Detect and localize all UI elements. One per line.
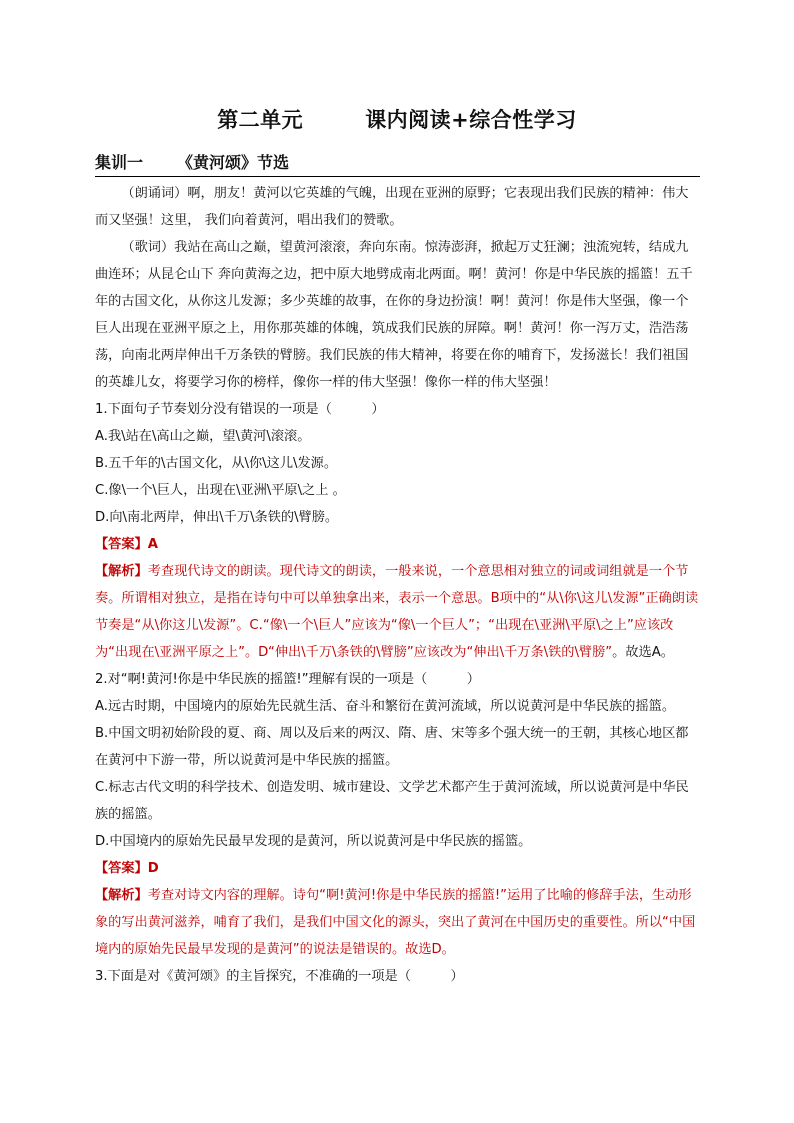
analysis-text: 考查现代诗文的朗读。现代诗文的朗读，一般来说，一个意思相对独立的词或词组就是一个节奏。所谓相对独立，是指在诗句中可以单独拿出来，表示一个意思。B项中的 xyxy=(95,564,689,606)
section-name: 《黄河颂》节选 xyxy=(177,153,290,172)
analysis-text: 生动形象的写出黄河滋养，哺育了我们，是我们中国文化的源头，突出了黄河在中国历史的重要性。所以“中国境内的原始先民最早发现的是黄河”的说法是错误的。故选D。 xyxy=(95,888,696,957)
question-2-option-b: B.中国文明初始阶段的夏、商、周以及后来的两汉、隋、唐、宋等多个强大统一的王朝，其核心地区都在黄河中下游一带，所以说黄河是中华民族的摇篮。 xyxy=(95,726,689,768)
answer-label: 【答案】 xyxy=(95,861,148,876)
section-heading xyxy=(95,150,700,177)
passage-recitation: （朗诵词）啊，朋友！黄河以它英雄的气魄，出现在亚洲的原野；它表现出我们民族的精神：伟大而又坚强！这里， 我们向着黄河，唱出我们的赞歌。 xyxy=(95,186,689,228)
title-unit: 第二单元 xyxy=(217,108,304,132)
question-1-stem: 1.下面句子节奏划分没有错误的一项是（ ） xyxy=(95,402,385,417)
question-1-answer xyxy=(95,531,700,558)
question-2-answer xyxy=(95,855,700,882)
title-topic: 课内阅读+综合性学习 xyxy=(365,108,577,132)
analysis-label: 【解析】 xyxy=(95,564,148,579)
question-2-stem: 2.对“啊!黄河!你是中华民族的摇篮!”理解有误的一项是（ ） xyxy=(95,672,480,687)
document-body xyxy=(95,180,700,990)
section-label: 集训一 xyxy=(95,153,144,172)
answer-value: A xyxy=(147,537,158,552)
question-2-analysis xyxy=(95,882,700,963)
analysis-text: 。故选A。 xyxy=(612,645,674,660)
answer-value: D xyxy=(147,861,159,876)
question-3-stem: 3.下面是对《黄河颂》的主旨探究，不准确的一项是（ ） xyxy=(95,969,464,984)
question-2-option-a: A.远古时期，中国境内的原始先民就生活、奋斗和繁衍在黄河流域，所以说黄河是中华民族的摇篮。 xyxy=(95,699,676,714)
analysis-text: 考查对诗文内容的理解。诗句“啊!黄河!你是中华民族的摇篮!” xyxy=(147,888,507,903)
question-1-option-a: A.我\站在\高山之巅，望\黄河\滚滚。 xyxy=(95,429,311,444)
passage-lyrics: （歌词）我站在高山之巅，望黄河滚滚，奔向东南。惊涛澎湃，掀起万丈狂澜；浊流宛转，结成九曲连环；从昆仑山下 奔向黄海之边，把中原大地劈成南北两面。啊！黄河！你是中华民族的摇篮！五千年的古国文化，从你这儿发源；多少英雄的故事，在你的身边扮演！啊！黄河！你是伟大坚强，像一个巨人出现在亚洲平原之上，用你那英雄的体魄，筑成我们民族的屏障。啊！黄河！你一泻万丈，浩浩荡荡，向南北两岸伸出千万条铁的臂膀。我们民族的伟大精神，将要在你的哺育下，发扬滋长！我们祖国的英雄儿女，将要学习你的榜样，像你一样的伟大坚强！像你一样的伟大坚强！ xyxy=(95,240,693,390)
question-1-analysis xyxy=(95,558,700,666)
page-title xyxy=(0,104,794,134)
analysis-text: 运用了比喻的修辞手法， xyxy=(506,888,653,903)
question-1-option-c: C.像\一个\巨人，出现在\亚洲\平原\之上 。 xyxy=(95,483,346,498)
analysis-label: 【解析】 xyxy=(95,888,148,903)
analysis-text: “像\一个\巨人”应该为“像\一个巨人”；“出现在\亚洲\平原\之上”应该改为“出现在\亚洲平原之上”。D“伸出\千万\条铁的\臂膀”应该改为“伸出\千万条\铁的\臂膀” xyxy=(95,618,674,660)
question-1-option-b: B.五千年的\古国文化，从\你\这儿\发源。 xyxy=(95,456,338,471)
analysis-text: 正确朗读节奏是“从\你这儿\发源”。C. xyxy=(95,591,699,633)
question-2-option-d: D.中国境内的原始先民最早发现的是黄河，所以说黄河是中华民族的摇篮。 xyxy=(95,834,532,849)
analysis-text: “从\你\这儿\发源” xyxy=(539,591,646,606)
question-2-option-c: C.标志古代文明的科学技术、创造发明、城市建设、文学艺术都产生于黄河流域，所以说黄河是中华民族的摇篮。 xyxy=(95,780,689,822)
answer-label: 【答案】 xyxy=(95,537,148,552)
question-1-option-d: D.向\南北两岸，伸出\千万\条铁的\臂膀。 xyxy=(95,510,339,525)
